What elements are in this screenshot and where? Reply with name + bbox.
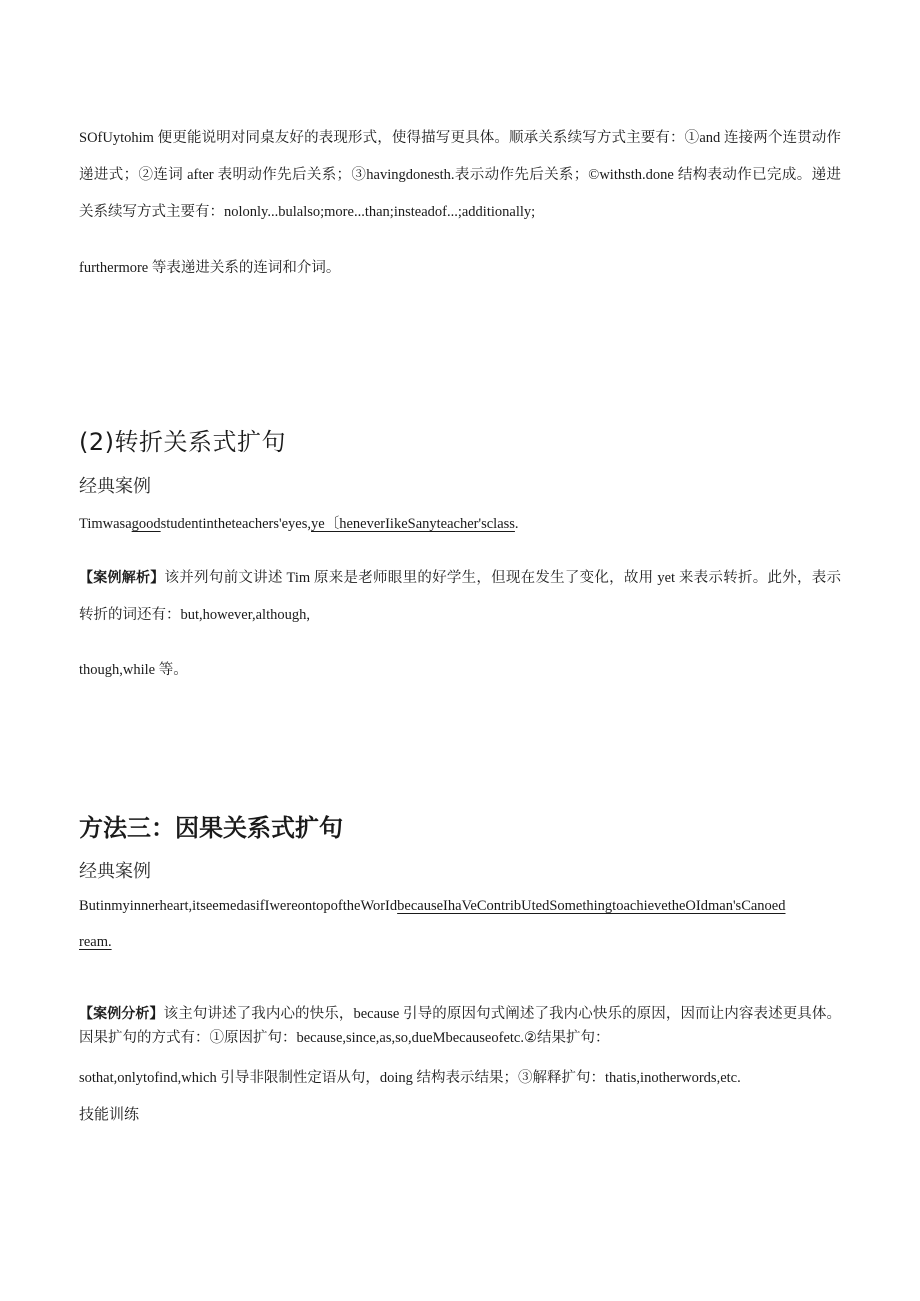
example-text: Butinmyinnerheart,itseemedasifIwereontopoftheWorId (79, 898, 398, 914)
underlined-text: becauseIhaVeContribUtedSomethingtoachievetheOIdman'sCanoed (397, 898, 786, 914)
example-label: 经典案例 (79, 861, 151, 882)
analysis-tag: 【案例分析】 (79, 1006, 164, 1022)
analysis-paragraph-contrast (79, 560, 841, 634)
underlined-text: good (131, 516, 161, 532)
analysis-text: 该并列句前文讲述 Tim 原来是老师眼里的好学生，但现在发生了变化，故用 yet 来表示转折。此外，表示转折的词还有：but,however,although, (79, 570, 841, 623)
skill-training-label: 技能训练 (79, 1105, 140, 1123)
analysis-tag: 【案例解析】 (79, 570, 165, 586)
analysis-paragraph-cause (79, 1002, 841, 1050)
sequence-paragraph: SOfUytohim 便更能说明对同桌友好的表现形式，使得描写更具体。顺承关系续写方式主要有：①and 连接两个连贯动作递进式；②连词 after 表明动作先后关系；③havingdonesth.表示动作先后关系；©withsth.done 结构表动作已完成。递进关系续写方式主要有：nolonly...bulalso;more...than;insteadof...;additionally; (79, 130, 841, 220)
underlined-text: ye〔heneverIikeSanyteacher'sclass (311, 516, 515, 532)
section-heading-contrast: (2)转折关系式扩句 (79, 428, 286, 456)
example-text: . (514, 516, 519, 532)
section-heading-cause-effect: 方法三：因果关系式扩句 (79, 814, 343, 842)
example-label: 经典案例 (79, 476, 151, 497)
example-sentence-cause-end (79, 934, 112, 951)
analysis-paragraph-cause-end: sothat,onlytofind,which 引导非限制性定语从句，doing 结构表示结果；③解释扩句：thatis,inotherwords,etc. (79, 1070, 741, 1086)
analysis-text: 该主句讲述了我内心的快乐，because 引导的原因句式阐述了我内心快乐的原因，因而让内容表述更具体。因果扩句的方式有：①原因扩句：because,since,as,so,dueMbecauseofetc.②结果扩句： (79, 1006, 842, 1046)
sequence-paragraph-end: furthermore 等表递进关系的连词和介词。 (79, 260, 341, 276)
analysis-paragraph-contrast-end: though,while 等。 (79, 662, 188, 678)
example-sentence-cause (79, 898, 786, 915)
underlined-text: ream. (79, 934, 112, 950)
example-text: studentintheteachers'eyes, (160, 516, 312, 532)
example-text: Timwasa (79, 516, 132, 532)
example-sentence-contrast (79, 512, 519, 533)
